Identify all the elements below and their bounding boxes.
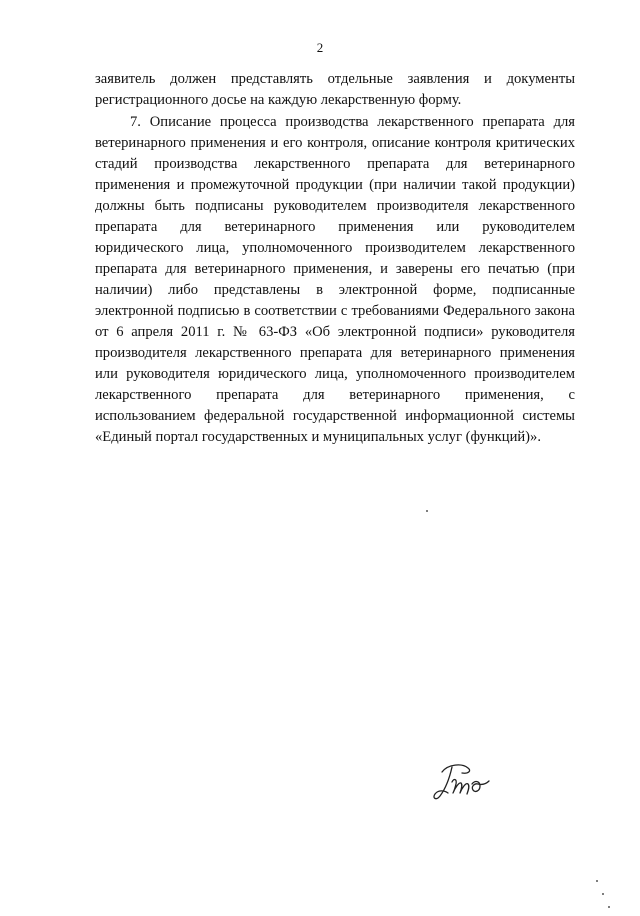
scan-speck	[602, 893, 604, 895]
scan-speck	[426, 510, 428, 512]
text-line: заявитель должен представлять отдельные заявления и документы	[95, 71, 575, 87]
text-line: электронной подписью в соответствии с требованиями Федерального закона	[95, 303, 575, 319]
text-line: регистрационного досье на каждую лекарственную форму.	[95, 92, 462, 108]
text-line: препарата для ветеринарного применения, и заверены его печатью (при	[95, 261, 575, 277]
text-line: стадий производства лекарственного препарата для ветеринарного	[95, 156, 575, 172]
text-line: применения и промежуточной продукции (при наличии такой продукции)	[95, 177, 575, 193]
text-line: юридического лица, уполномоченного производителем лекарственного	[95, 240, 575, 256]
scan-speck	[608, 906, 610, 908]
text-line: производителя лекарственного препарата для ветеринарного применения	[95, 345, 575, 361]
text-line: должны быть подписаны руководителем производителя лекарственного	[95, 198, 575, 214]
scan-speck	[596, 880, 598, 882]
text-line: препарата для ветеринарного применения или руководителем	[95, 219, 575, 235]
text-line: от 6 апреля 2011 г. № 63-ФЗ «Об электронной подписи» руководителя	[95, 324, 575, 340]
text-line: наличии) либо представлены в электронной форме, подписанные	[95, 282, 575, 298]
text-line: использованием федеральной государственной информационной системы	[95, 408, 575, 424]
text-line: ветеринарного применения и его контроля, описание контроля критических	[95, 135, 575, 151]
page-number: 2	[316, 40, 324, 55]
handwritten-signature	[428, 760, 508, 810]
text-line: или руководителя юридического лица, уполномоченного производителем	[95, 366, 575, 382]
text-line: «Единый портал государственных и муниципальных услуг (функций)».	[95, 429, 541, 445]
paragraph-7-start: 7. Описание процесса производства лекарственного препарата для	[130, 114, 575, 130]
text-line: лекарственного препарата для ветеринарного применения, с	[95, 387, 575, 403]
